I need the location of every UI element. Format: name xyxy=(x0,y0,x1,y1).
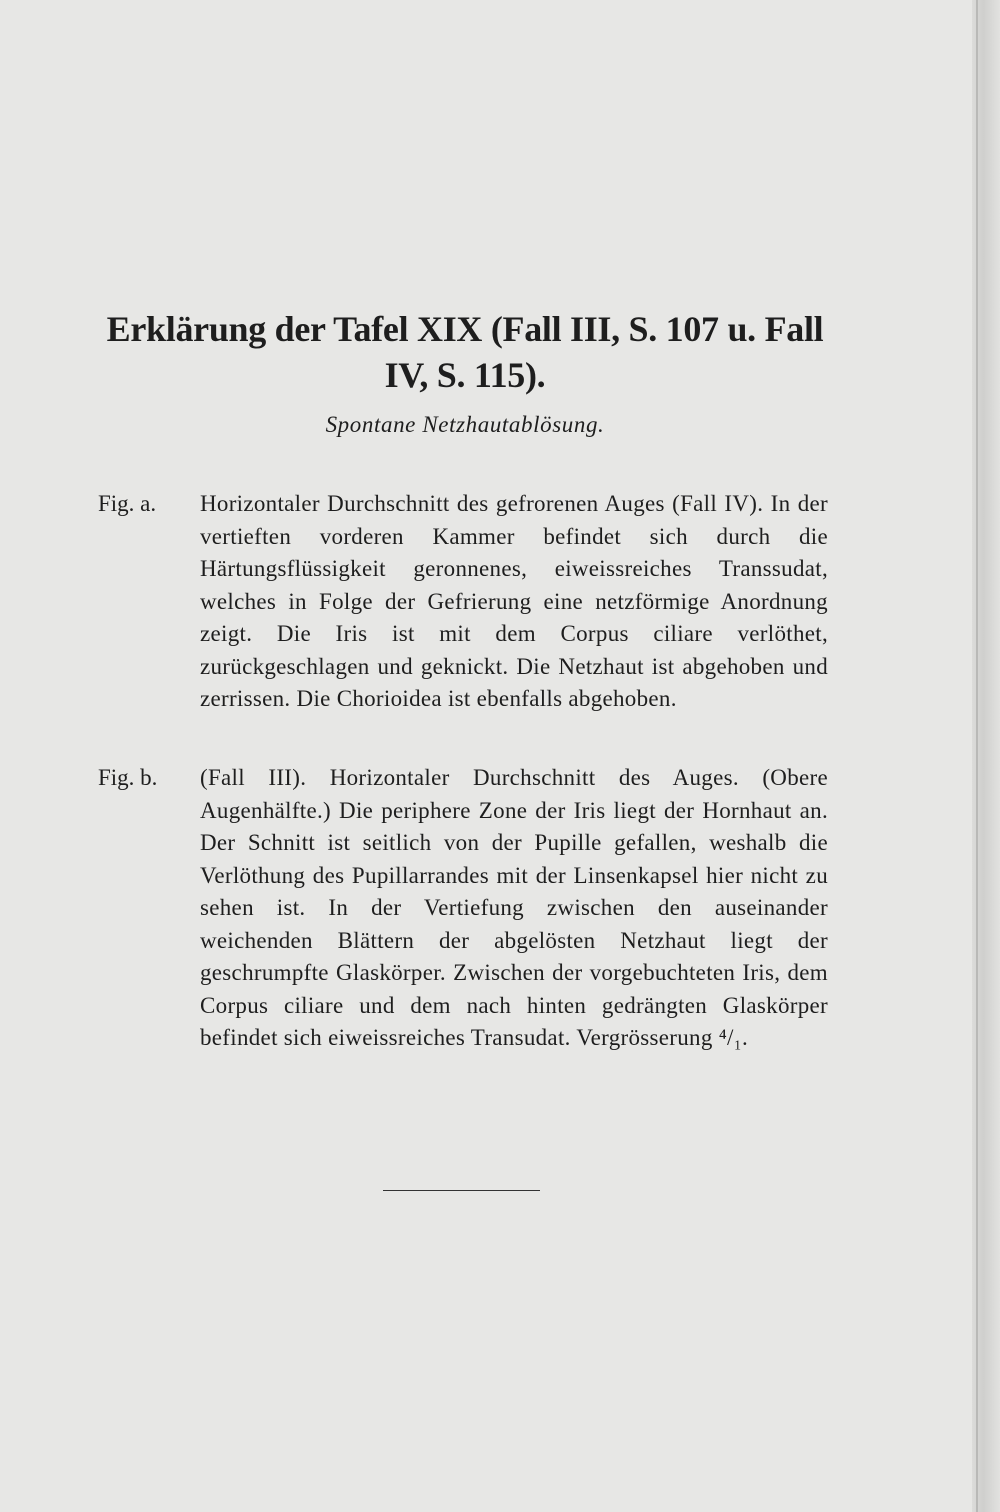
figure-description-a: Horizontaler Durchschnitt des gefrorenen Auges (Fall IV). In der vertieften vorderen Kammer befindet sich durch die Härtungsflüssigkeit geronnenes, eiweissreiches Transsudat, welches in Folge der Gefrierung eine netzförmige Anordnung zeigt. Die Iris ist mit dem Corpus ciliare verlöthet, zurückgeschlagen und geknickt. Die Netzhaut ist abgehoben und zerrissen. Die Chorioidea ist ebenfalls abgehoben. xyxy=(200,491,828,711)
page-gutter-line xyxy=(976,0,978,1512)
end-rule xyxy=(383,1190,540,1191)
page-title: Erklärung der Tafel XIX (Fall III, S. 107 u. Fall IV, S. 115). xyxy=(106,309,824,395)
figure-label-a: Fig. a. xyxy=(98,491,157,516)
figure-label-b: Fig. b. xyxy=(98,765,158,790)
page-subtitle: Spontane Netzhautablösung. xyxy=(325,412,605,437)
figure-description-b: (Fall III). Horizontaler Durchschnitt des Auges. (Obere Augenhälfte.) Die periphere Zone der Iris liegt der Hornhaut an. Der Schnitt ist seitlich von der Pupille gefallen, weshalb die Verlöthung des Pupillarrandes mit der Linsenkapsel hier nicht zu sehen ist. In der Vertiefung zwischen den auseinander weichenden Blättern der abgelösten Netzhaut liegt der geschrumpfte Glaskörper. Zwischen der vorgebuchteten Iris, dem Corpus ciliare und dem nach hinten gedrängten Glaskörper befindet sich eiweissreiches Transudat. Vergrösserung ⁴/₁. xyxy=(200,765,828,1050)
